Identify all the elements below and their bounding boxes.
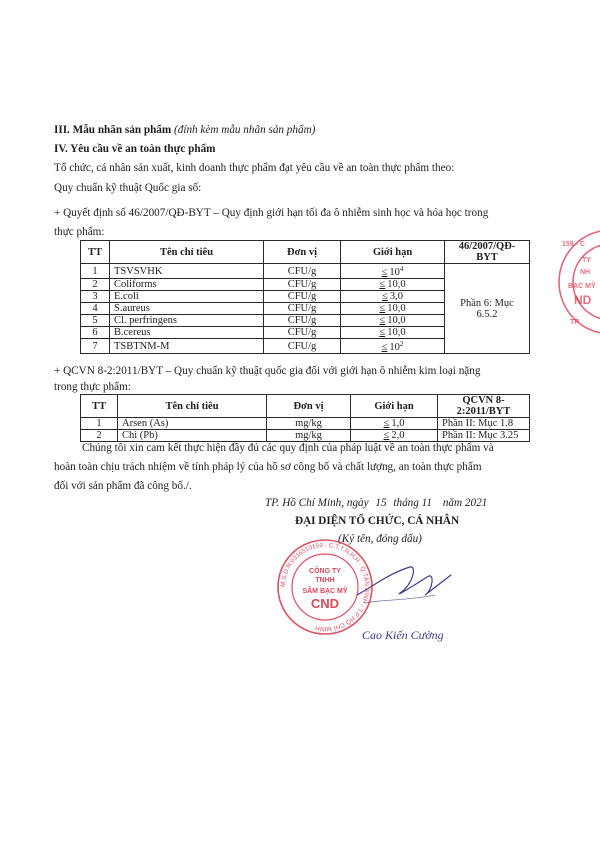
le-sign: ≤ — [383, 418, 390, 429]
partial-stamp-edge — [556, 224, 600, 339]
header-name: Tên chỉ tiêu — [118, 395, 267, 418]
le-sign: ≤ — [383, 430, 390, 441]
stamp-edge-text: BẠC MỸ — [568, 283, 596, 290]
table-header-row — [81, 395, 530, 418]
le-sign: ≤ — [379, 303, 386, 314]
cell-name: E.coli — [110, 291, 264, 303]
commitment-line-1: Chúng tôi xin cam kết thực hiện đầy đủ các quy định của pháp luật về an toàn thực phẩm và — [82, 442, 494, 454]
cell-unit: CFU/g — [264, 291, 341, 303]
commitment-line-2: hoàn toàn chịu trách nhiệm về tính pháp lý của hồ sơ công bố và chất lượng, an toàn thực phẩm — [54, 461, 482, 473]
header-reference: QCVN 8-2:2011/BYT — [438, 395, 530, 418]
table-row — [81, 264, 530, 279]
decision-qcvn-line-1: + QCVN 8-2:2011/BYT – Quy chuẩn kỹ thuật quốc gia đối với giới hạn ô nhiễm kim loại nặng — [54, 365, 481, 377]
table-header-row — [81, 241, 530, 264]
cell-unit: mg/kg — [267, 418, 351, 430]
cell-unit: mg/kg — [267, 430, 351, 442]
cell-reference: Phần II: Mục 3.25 — [438, 430, 530, 442]
cell-name: Cl. perfringens — [110, 315, 264, 327]
limit-value: 3,0 — [389, 291, 403, 302]
cell-tt: 4 — [81, 303, 110, 315]
le-sign: ≤ — [379, 279, 386, 290]
cell-tt: 2 — [81, 279, 110, 291]
limit-value: 10,0 — [387, 279, 406, 290]
cell-unit: CFU/g — [264, 303, 341, 315]
cell-limit — [341, 327, 445, 339]
signing-date — [265, 496, 487, 510]
header-tt: TT — [81, 241, 110, 264]
stamp-brand: CND — [310, 596, 340, 611]
le-sign: ≤ — [381, 267, 388, 278]
cell-limit — [341, 339, 445, 354]
cell-name: S.aureus — [110, 303, 264, 315]
header-reference: 46/2007/QĐ-BYT — [445, 241, 530, 264]
cell-tt: 6 — [81, 327, 110, 339]
cell-name: Coliforms — [110, 279, 264, 291]
decision-qcvn-line-2: trong thực phẩm: — [54, 381, 131, 393]
stamp-company-line: TNHH — [315, 577, 335, 584]
limit-value: 10,0 — [387, 303, 406, 314]
limit-value: 10,0 — [387, 315, 406, 326]
limit-value: 10,0 — [387, 327, 406, 338]
stamp-edge-text: ND — [574, 293, 592, 307]
cell-limit — [341, 303, 445, 315]
stamp-company-line: SÂM BẠC MỸ — [302, 588, 348, 595]
limit-value: 10 — [389, 342, 400, 353]
intro-line-2: Quy chuẩn kỹ thuật Quốc gia số: — [54, 182, 202, 194]
cell-unit: CFU/g — [264, 264, 341, 279]
cell-reference: Phần 6: Mục 6.5.2 — [445, 264, 530, 354]
table-row — [81, 418, 530, 430]
date-prefix: TP. Hồ Chí Minh, ngày — [265, 497, 369, 509]
le-sign: ≤ — [379, 315, 386, 326]
header-unit: Đơn vị — [267, 395, 351, 418]
decision-46-line-2: thực phẩm: — [54, 226, 105, 238]
cell-limit — [341, 291, 445, 303]
cell-name: Chì (Pb) — [118, 430, 267, 442]
le-sign: ≤ — [379, 327, 386, 338]
cell-name: B.cereus — [110, 327, 264, 339]
cell-unit: CFU/g — [264, 279, 341, 291]
cell-unit: CFU/g — [264, 315, 341, 327]
date-month-word: tháng — [393, 497, 419, 509]
header-limit: Giới hạn — [351, 395, 438, 418]
stamp-edge-text: TP — [570, 319, 579, 326]
heavy-metal-table — [80, 394, 530, 442]
cell-name: TSVSVHK — [110, 264, 264, 279]
company-stamp — [275, 537, 375, 637]
date-day: 15 — [375, 497, 387, 509]
cell-reference: Phần II: Mục 1.8 — [438, 418, 530, 430]
date-year-word: năm — [442, 497, 463, 509]
cell-tt: 2 — [81, 430, 118, 442]
limit-value: 10 — [389, 267, 400, 278]
signature-note: (Ký tên, đóng dấu) — [338, 533, 422, 545]
cell-tt: 3 — [81, 291, 110, 303]
cell-unit: CFU/g — [264, 339, 341, 354]
section-3-note: (đính kèm mẫu nhãn sản phẩm) — [174, 124, 316, 136]
cell-tt: 5 — [81, 315, 110, 327]
le-sign: ≤ — [381, 342, 388, 353]
cell-unit: CFU/g — [264, 327, 341, 339]
commitment-line-3: đối với sản phẩm đã công bố./. — [54, 480, 192, 492]
intro-line-1: Tổ chức, cá nhân sản xuất, kinh doanh thực phẩm đạt yêu cầu về an toàn thực phẩm theo: — [54, 162, 455, 174]
header-tt: TT — [81, 395, 118, 418]
stamp-ring-path: M.S.D.N:0316510159 - C.T.T.N.H.H - Q.TÂN BÌNH - T.P HỒ CHÍ MINH — [279, 541, 371, 633]
cell-limit — [341, 279, 445, 291]
section-4-heading: IV. Yêu cầu về an toàn thực phẩm — [54, 143, 216, 155]
cell-limit — [351, 418, 438, 430]
signer-name: Cao Kiến Cường — [362, 628, 444, 642]
header-name: Tên chỉ tiêu — [110, 241, 264, 264]
microbiology-table — [80, 240, 530, 354]
limit-exponent: 4 — [399, 265, 404, 273]
section-3-heading — [54, 123, 315, 137]
decision-46-line-1: + Quyết định số 46/2007/QĐ-BYT – Quy định giới hạn tối đa ô nhiễm sinh học và hóa học trong — [54, 207, 489, 219]
header-limit: Giới hạn — [341, 241, 445, 264]
cell-limit — [341, 264, 445, 279]
stamp-company-line: CÔNG TY — [309, 568, 341, 575]
stamp-edge-text: 159 - C — [562, 241, 585, 248]
limit-value: 1,0 — [391, 418, 405, 429]
section-3-title: III. Mẫu nhãn sản phẩm — [54, 124, 172, 136]
date-month: 11 — [421, 497, 433, 509]
cell-tt: 1 — [81, 264, 110, 279]
limit-value: 2,0 — [391, 430, 405, 441]
date-year: 2021 — [464, 497, 488, 509]
header-unit: Đơn vị — [264, 241, 341, 264]
cell-tt: 7 — [81, 339, 110, 354]
limit-exponent: 2 — [399, 340, 404, 348]
stamp-edge-text: NH — [580, 269, 591, 276]
cell-limit — [341, 315, 445, 327]
cell-tt: 1 — [81, 418, 118, 430]
cell-name: Arsen (As) — [118, 418, 267, 430]
cell-limit — [351, 430, 438, 442]
cell-name: TSBTNM-M — [110, 339, 264, 354]
signatory-title: ĐẠI DIỆN TỔ CHỨC, CÁ NHÂN — [295, 515, 460, 527]
stamp-edge-text: TY — [582, 257, 591, 264]
table-row — [81, 430, 530, 442]
le-sign: ≤ — [382, 291, 388, 302]
